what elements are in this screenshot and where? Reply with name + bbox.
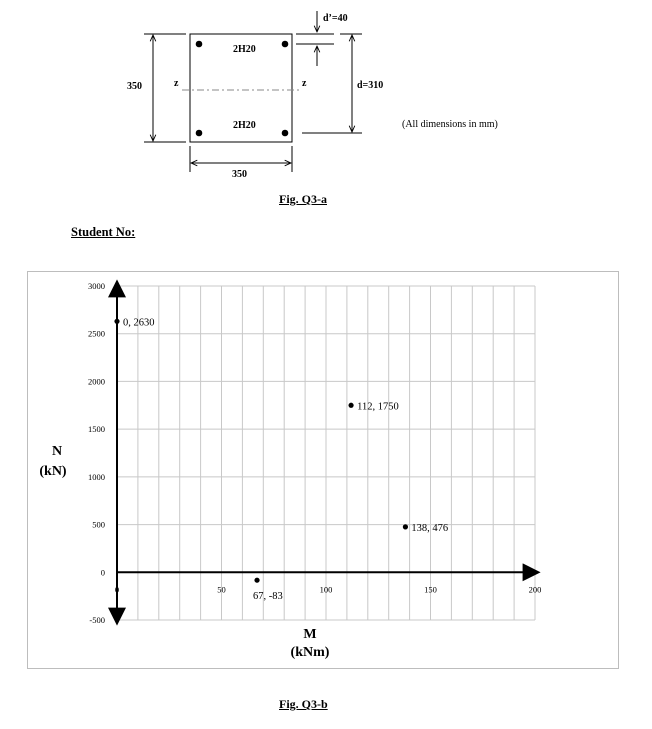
- d-label: d=310: [357, 80, 384, 91]
- top-bars-label: 2H20: [233, 44, 256, 55]
- y-tick-label: 1500: [88, 424, 105, 435]
- y-tick-label: 2000: [88, 376, 105, 387]
- data-point-label: 112, 1750: [357, 401, 399, 413]
- x-tick-label: 50: [217, 584, 226, 595]
- y-tick-label: 3000: [88, 281, 105, 291]
- height-dimension-label: 350: [127, 81, 142, 92]
- y-tick-label: 500: [92, 519, 105, 530]
- data-point-label: 138, 476: [411, 522, 449, 534]
- data-point: [254, 578, 259, 583]
- y-tick-label: 1000: [88, 471, 105, 482]
- bottom-bars-label: 2H20: [233, 120, 256, 131]
- y-tick-label: 0: [100, 567, 105, 578]
- data-points: [114, 317, 448, 602]
- x-axis-label: M: [303, 627, 317, 642]
- x-tick-label: 200: [528, 584, 542, 595]
- fig-a-caption: Fig. Q3-a: [279, 192, 327, 206]
- y-axis-unit: (kN): [39, 464, 67, 479]
- y-tick-label: 2500: [88, 328, 105, 339]
- x-axis-unit: (kNm): [290, 645, 330, 660]
- x-tick-label: 100: [319, 584, 333, 595]
- y-axis-label: N: [51, 444, 63, 459]
- data-point: [114, 319, 119, 324]
- width-dimension-label: 350: [232, 169, 247, 180]
- y-tick-label: -500: [89, 615, 105, 625]
- axis-label-left: z: [174, 78, 179, 89]
- x-tick-label: 0: [114, 584, 120, 595]
- dimensions-note: (All dimensions in mm): [402, 119, 498, 130]
- student-number-label: Student No:: [71, 225, 136, 239]
- data-point-label: 67, -83: [253, 591, 283, 603]
- fig-b-caption: Fig. Q3-b: [279, 697, 328, 711]
- data-point-label: 0, 2630: [123, 317, 155, 329]
- axis-label-right: z: [302, 78, 307, 89]
- x-tick-label: 150: [424, 584, 437, 595]
- tick-labels: [88, 281, 541, 625]
- d-prime-label: d’=40: [323, 13, 348, 24]
- data-point: [403, 524, 408, 529]
- grid-layer: [114, 286, 535, 620]
- data-point: [348, 403, 353, 408]
